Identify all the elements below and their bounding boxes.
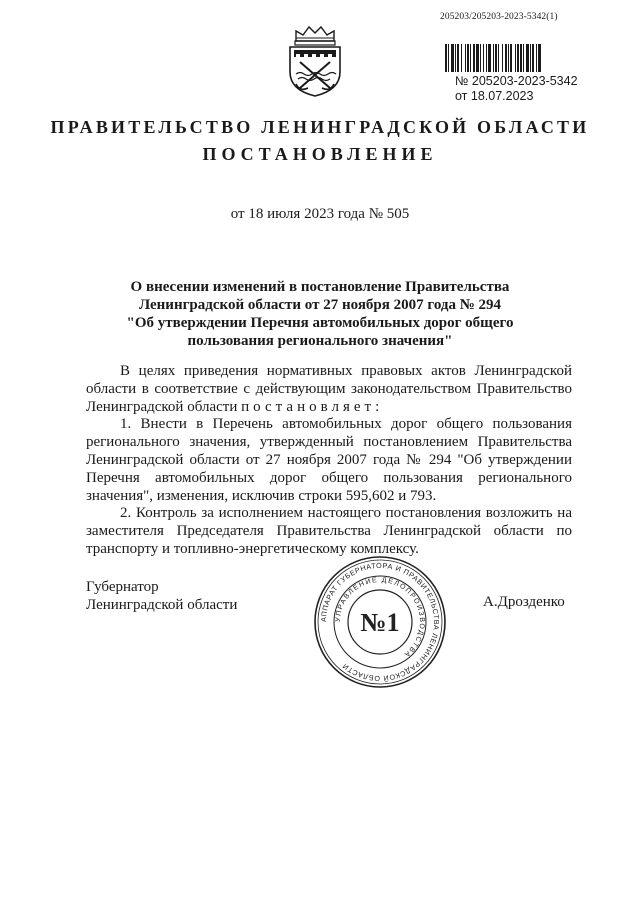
registration-stamp <box>455 74 578 104</box>
signatory-position <box>86 578 237 614</box>
title-line-2: Ленинградской области от 27 ноября 2007 года № 294 <box>138 297 502 313</box>
coat-of-arms-icon <box>280 24 350 98</box>
preamble-text: В целях приведения нормативных правовых актов Ленинградской области в соответствие с действующим законодательством Правительство Ленинградской области <box>86 363 572 415</box>
position-line-1: Губернатор <box>86 579 159 595</box>
organization-name: ПРАВИТЕЛЬСТВО ЛЕНИНГРАДСКОЙ ОБЛАСТИ <box>50 117 590 137</box>
registration-date: от 18.07.2023 <box>455 89 534 103</box>
document-date-number: от 18 июля 2023 года № 505 <box>230 206 410 222</box>
title-line-3: "Об утверждении Перечня автомобильных дорог общего <box>126 315 514 331</box>
seal-center-number: №1 <box>360 608 400 637</box>
official-seal-icon <box>312 554 448 690</box>
seal-inner-text: УПРАВЛЕНИЕ ДЕЛОПРОИЗВОДСТВА <box>334 576 426 659</box>
document-body <box>86 363 572 559</box>
item-1-paragraph: 1. Внести в Перечень автомобильных дорог общего пользования регионального значения, утвержденный постановлением Правительства Ленинградской области от 27 ноября 2007 года № 294 "Об утверждении Перечня автомобильных дорог общего пользования регионального значения", изменения, исключив строки 595,602 и 793. <box>86 416 572 504</box>
item-2-paragraph: 2. Контроль за исполнением настоящего постановления возложить на заместителя Председателя Правительства Ленинградской области по транспорту и топливно-энергетическому комплексу. <box>86 505 572 557</box>
title-line-4: пользования регионального значения" <box>187 333 453 349</box>
seal-outer-text: АППАРАТ ГУБЕРНАТОРА И ПРАВИТЕЛЬСТВА ЛЕНИНГРАДСКОЙ ОБЛАСТИ <box>318 560 442 684</box>
registration-number: № 205203-2023-5342 <box>455 74 578 88</box>
document-title <box>0 278 640 350</box>
signatory-name: А.Дрозденко <box>483 594 565 610</box>
position-line-2: Ленинградской области <box>86 597 238 613</box>
preamble-paragraph <box>86 363 572 416</box>
barcode-icon <box>445 44 573 72</box>
document-type: ПОСТАНОВЛЕНИЕ <box>202 144 438 164</box>
title-line-1: О внесении изменений в постановление Правительства <box>130 279 510 295</box>
document-reference-number: 205203/205203-2023-5342(1) <box>440 12 558 22</box>
resolves-word: постановляет: <box>241 398 384 415</box>
